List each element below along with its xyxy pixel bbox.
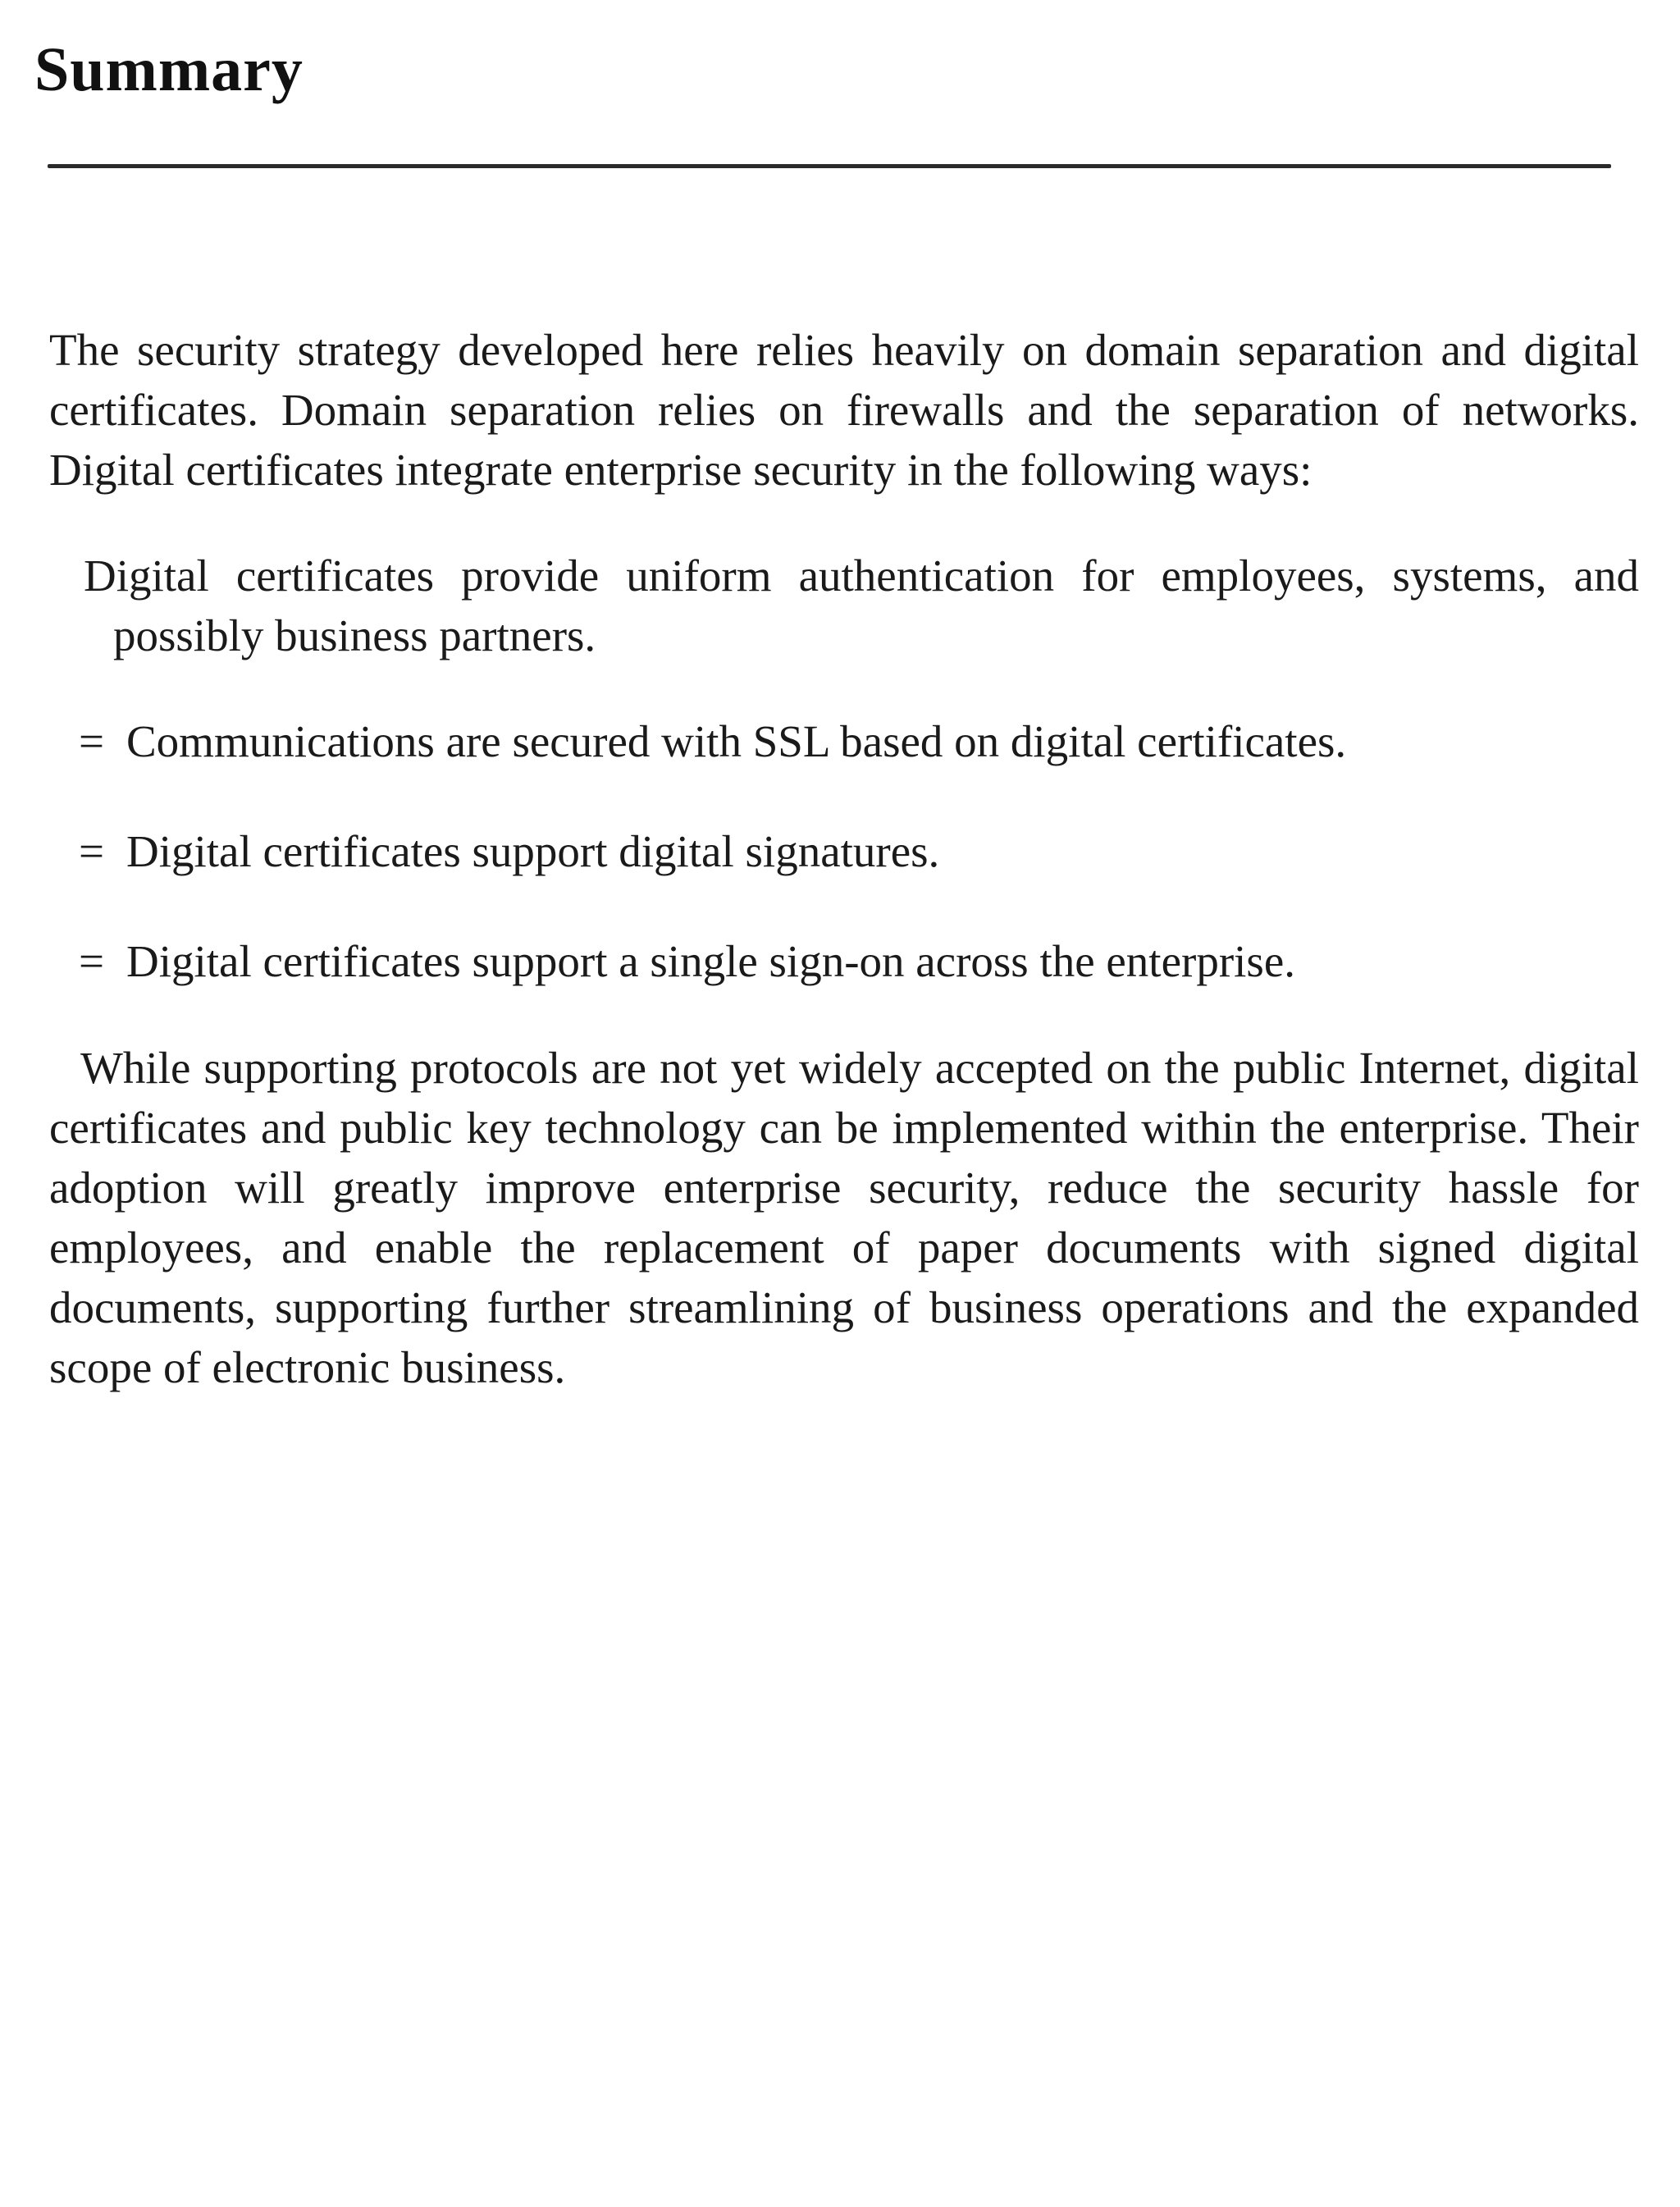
list-item-text: Communications are secured with SSL based on digital certificates. bbox=[126, 716, 1347, 766]
document-body bbox=[49, 320, 1639, 1397]
conclusion-paragraph: While supporting protocols are not yet widely accepted on the public Internet, digital certificates and public key technology can be implemented within the enterprise. Their adoption will greatly improve enterprise security, reduce the security hassle for employees, and enable the replacement of paper documents with signed digital documents, supporting further streamlining of business operations and the expanded scope of electronic business. bbox=[49, 1043, 1639, 1392]
page-title: Summary bbox=[34, 35, 304, 104]
list-item bbox=[79, 931, 1639, 991]
list-item bbox=[79, 821, 1639, 881]
bullet-marker: = bbox=[79, 936, 105, 986]
intro-paragraph: The security strategy developed here relies heavily on domain separation and digital certificates. Domain separation relies on firewalls and the separation of networks. Digital certificates integrate enterprise security in the following ways: bbox=[49, 325, 1639, 495]
list-item: Digital certificates provide uniform authentication for employees, systems, and possibly business partners. bbox=[84, 551, 1639, 660]
bullet-marker: = bbox=[79, 716, 105, 766]
list-item-text: Digital certificates support a single sign-on across the enterprise. bbox=[126, 936, 1295, 986]
bullet-marker: = bbox=[79, 826, 105, 876]
title-divider bbox=[48, 164, 1611, 168]
list-item bbox=[79, 711, 1639, 771]
list-item-text: Digital certificates support digital signatures. bbox=[126, 826, 940, 876]
